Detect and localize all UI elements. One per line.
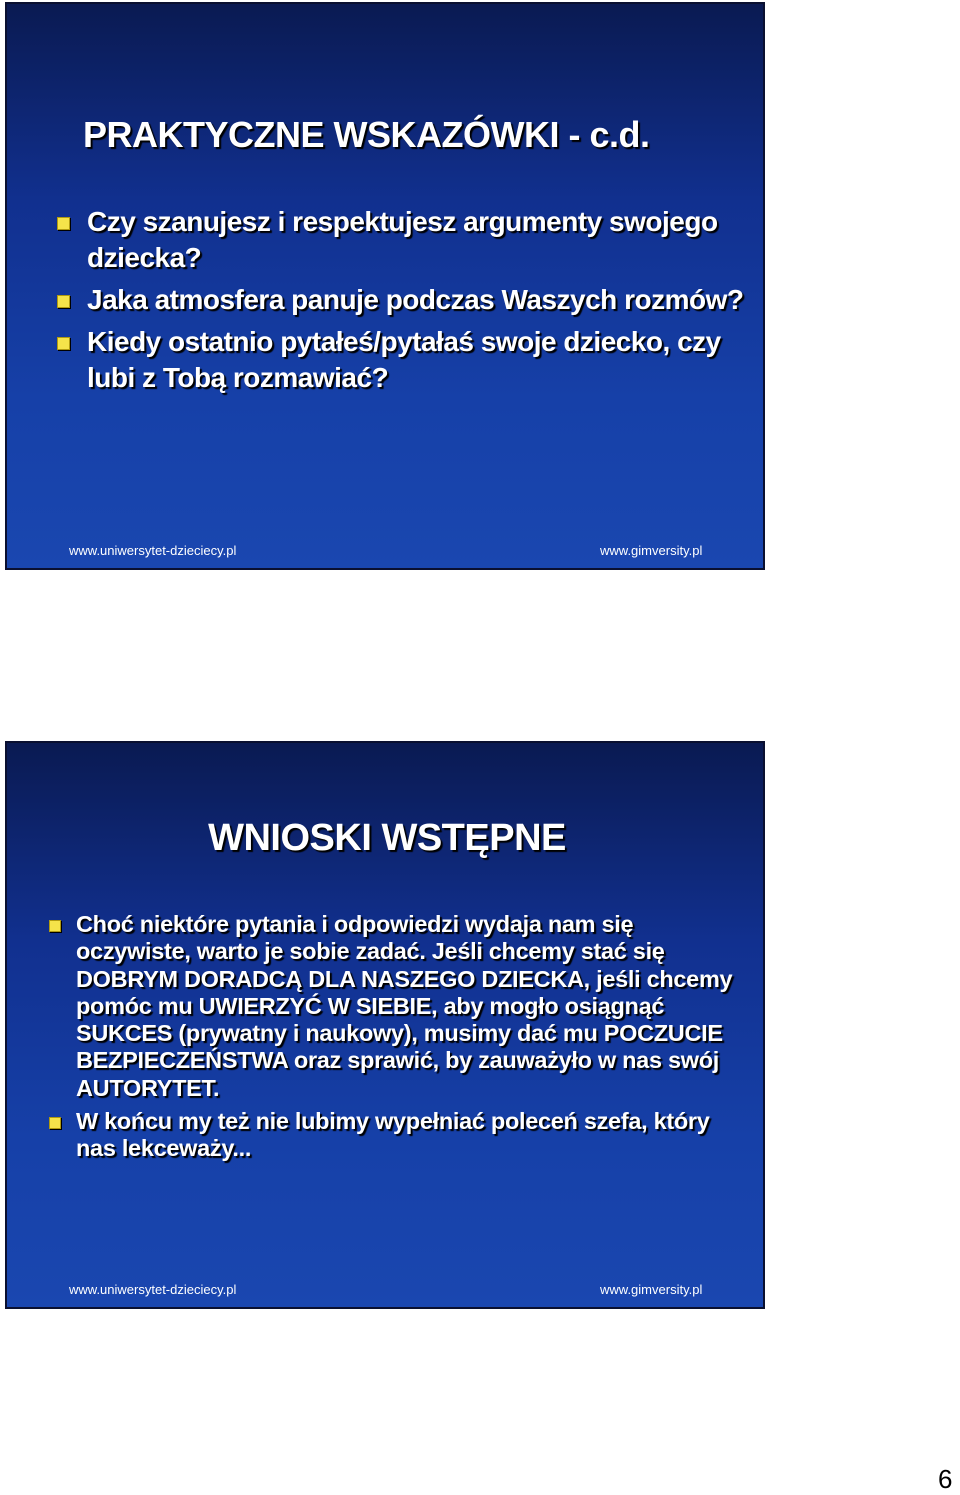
bullet-text: Kiedy ostatnio pytałeś/pytałaś swoje dziecko, czy lubi z Tobą rozmawiać? [87, 326, 721, 393]
bullet-text: Czy szanujesz i respektujesz argumenty swojego dziecka? [87, 206, 718, 273]
footer-url-right: www.gimversity.pl [600, 543, 703, 558]
bullet-item [49, 911, 749, 1102]
slide-title: PRAKTYCZNE WSKAZÓWKI - c.d. [83, 114, 650, 155]
footer-url-left: www.uniwersytet-dzieciecy.pl [69, 543, 237, 558]
page-number: 6 [938, 1464, 953, 1494]
bullet-list [49, 911, 749, 1169]
bullet-text: Jaka atmosfera panuje podczas Waszych rozmów? [87, 284, 744, 315]
square-bullet-icon [49, 1117, 61, 1129]
square-bullet-icon [57, 337, 70, 350]
bullet-list [57, 204, 757, 402]
square-bullet-icon [57, 295, 70, 308]
square-bullet-icon [49, 920, 61, 932]
bullet-item [57, 282, 757, 318]
footer-url-left: www.uniwersytet-dzieciecy.pl [69, 1282, 237, 1297]
bullet-item [57, 204, 757, 276]
bullet-text: W końcu my też nie lubimy wypełniać poleceń szefa, który nas lekceważy... [76, 1108, 710, 1162]
slide-2 [5, 741, 765, 1309]
slide-title: WNIOSKI WSTĘPNE [208, 817, 566, 859]
bullet-item [49, 1108, 749, 1163]
bullet-text: Choć niektóre pytania i odpowiedzi wydaja nam się oczywiste, warto je sobie zadać. Jeśli chcemy stać się DOBRYM DORADCĄ DLA NASZEGO DZIECKA, jeśli chcemy pomóc mu UWIERZYĆ W SIEBIE, aby mogło osiągnąć SUKCES (prywatny i naukowy), musimy dać mu POCZUCIE BEZPIECZEŃSTWA oraz sprawić, by zauważyło w nas swój AUTORYTET. [76, 911, 733, 1101]
bullet-item [57, 324, 757, 396]
square-bullet-icon [57, 217, 70, 230]
slide-1 [5, 2, 765, 570]
footer-url-right: www.gimversity.pl [600, 1282, 703, 1297]
